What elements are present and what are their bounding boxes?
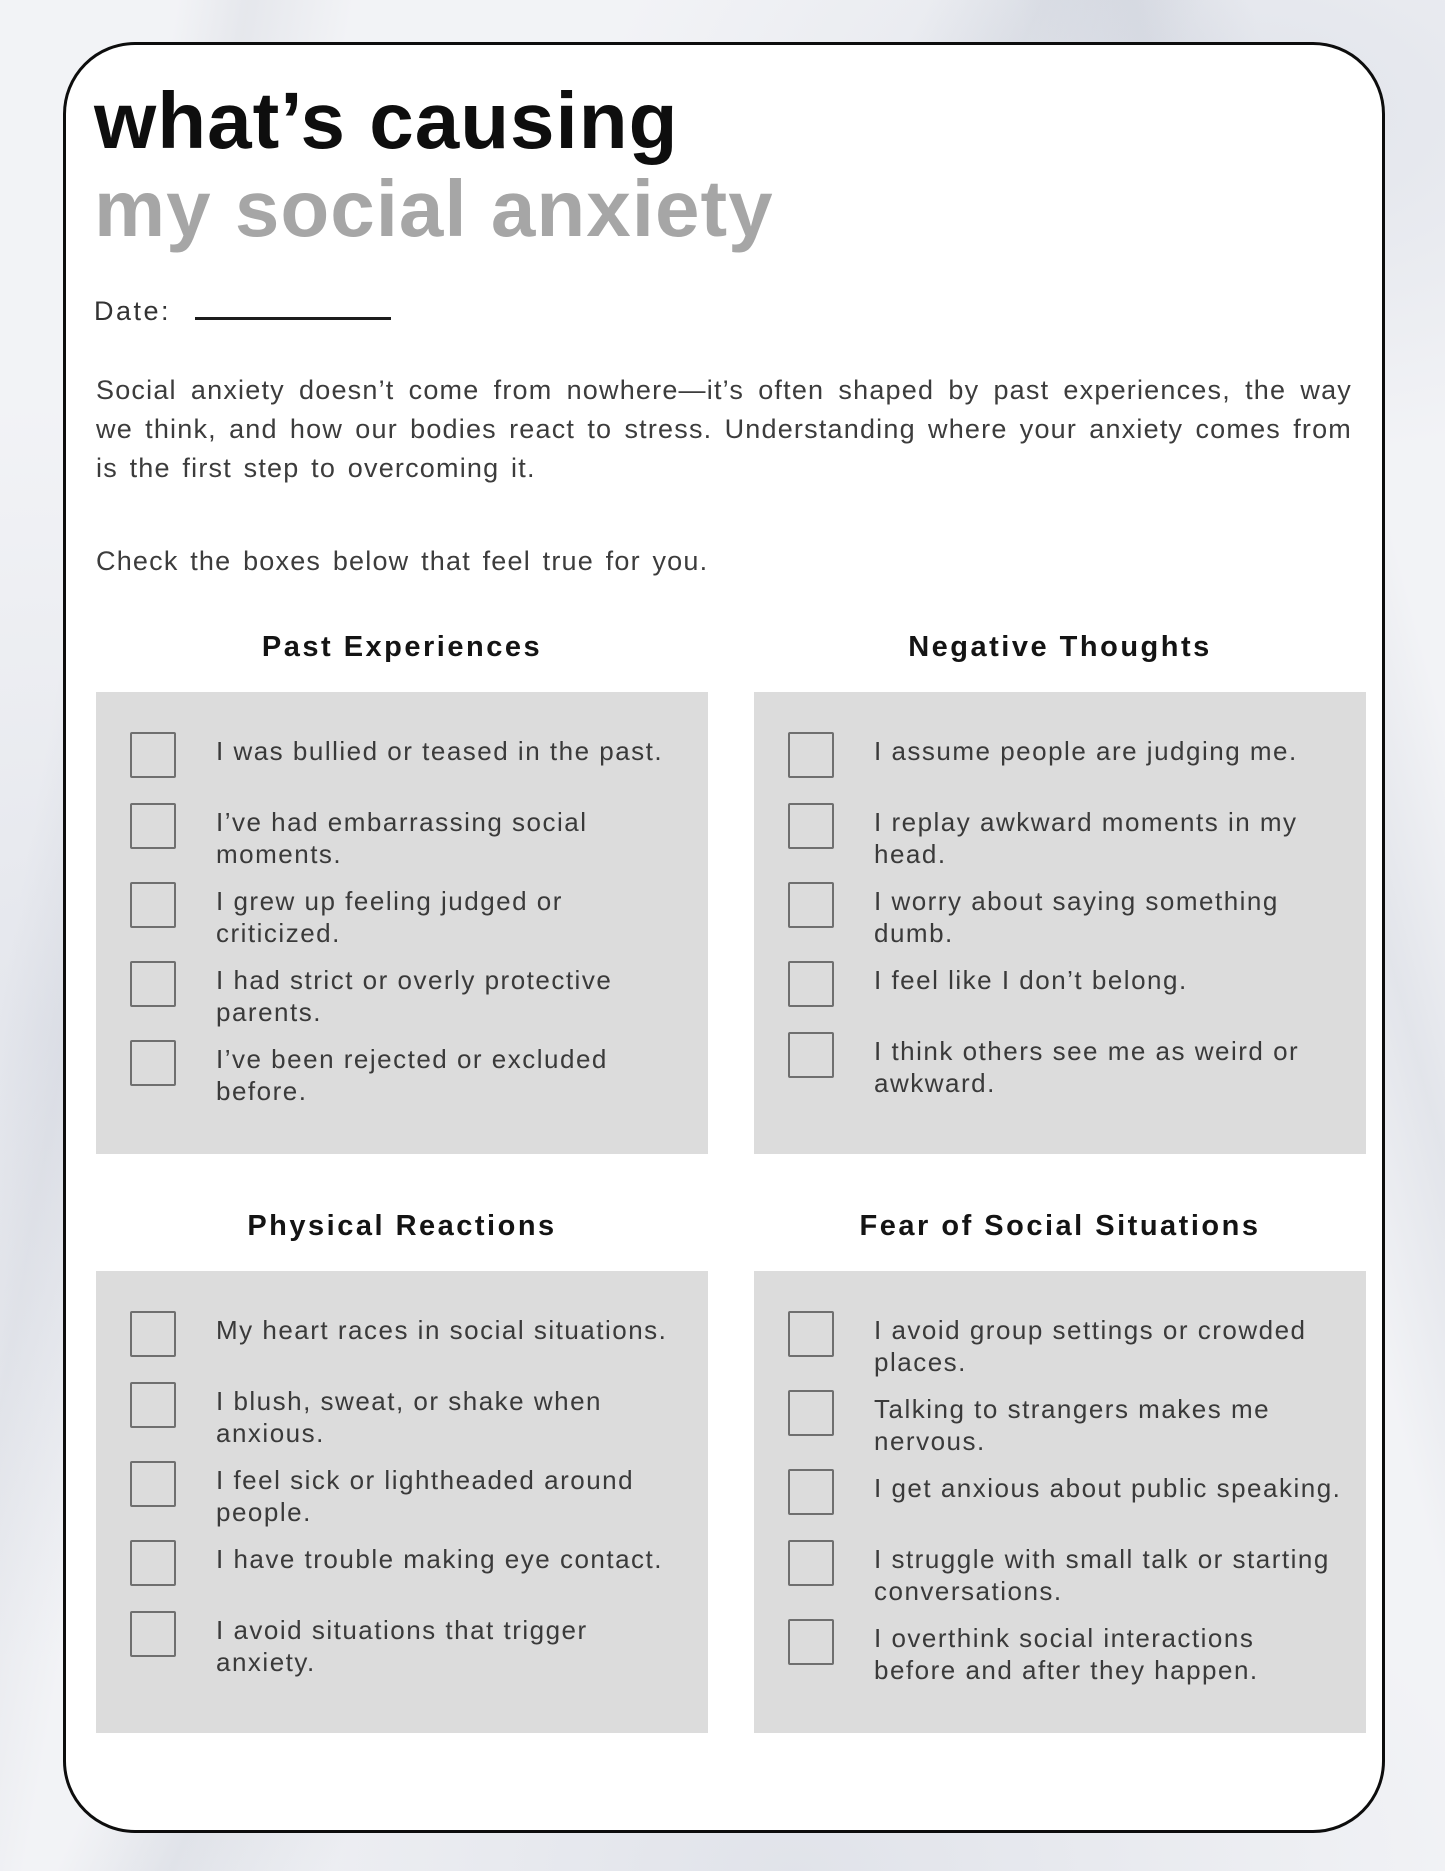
checklist-item xyxy=(130,959,684,1028)
checkbox[interactable] xyxy=(788,803,834,849)
checklist-item xyxy=(130,1459,684,1528)
checklist-item xyxy=(788,1467,1342,1528)
checkbox[interactable] xyxy=(788,1311,834,1357)
title-line-1: what’s causing xyxy=(94,76,679,165)
checklist-panel xyxy=(754,692,1366,1154)
checklist-item-label: I avoid situations that trigger anxiety. xyxy=(216,1615,588,1677)
checklist-item-label: I had strict or overly protective parents. xyxy=(216,965,613,1027)
checklist-item-label: I struggle with small talk or starting conversations. xyxy=(874,1544,1330,1606)
checkbox[interactable] xyxy=(788,961,834,1007)
checklist-item xyxy=(788,801,1342,870)
section-title: Physical Reactions xyxy=(247,1210,557,1242)
checkbox[interactable] xyxy=(130,803,176,849)
checklist-item xyxy=(788,1617,1342,1686)
checklist-panel xyxy=(96,1271,708,1733)
intro-paragraph: Social anxiety doesn’t come from nowhere—it’s often shaped by past experiences, the way we think, and how our bodies react to stress. Understanding where your anxiety comes from is the first step to overcoming it. xyxy=(96,375,1352,483)
checklist-item-label: I assume people are judging me. xyxy=(874,736,1298,766)
checklist-item xyxy=(788,1309,1342,1378)
checkbox[interactable] xyxy=(788,732,834,778)
section-past-experiences xyxy=(96,631,708,1154)
checklist-item xyxy=(130,880,684,949)
checkbox[interactable] xyxy=(788,1619,834,1665)
checklist-panel xyxy=(96,692,708,1154)
checklist-item xyxy=(130,1380,684,1449)
checklist-item-label: I get anxious about public speaking. xyxy=(874,1473,1342,1503)
section-title: Past Experiences xyxy=(261,631,543,663)
checklist-item xyxy=(788,730,1342,791)
checklist-item xyxy=(788,1030,1342,1099)
checkbox[interactable] xyxy=(788,1469,834,1515)
checklist-item-label: My heart races in social situations. xyxy=(216,1315,668,1345)
checklist-item xyxy=(788,1538,1342,1607)
checkbox[interactable] xyxy=(130,961,176,1007)
checklist-item xyxy=(788,880,1342,949)
date-fill-in-line[interactable] xyxy=(195,293,391,320)
checklist-item xyxy=(130,1038,684,1107)
checklist-item xyxy=(130,801,684,870)
checklist-item-label: I blush, sweat, or shake when anxious. xyxy=(216,1386,603,1448)
checkbox[interactable] xyxy=(130,1461,176,1507)
checkbox[interactable] xyxy=(130,1540,176,1586)
checkbox[interactable] xyxy=(130,1611,176,1657)
checklist-item-label: I replay awkward moments in my head. xyxy=(874,807,1298,869)
checklist-item xyxy=(130,1538,684,1599)
checklist-item xyxy=(788,959,1342,1020)
checklist-item-label: I avoid group settings or crowded places. xyxy=(874,1315,1307,1377)
checklist-item-label: Talking to strangers makes me nervous. xyxy=(874,1394,1271,1456)
section-physical-reactions xyxy=(96,1210,708,1733)
checkbox[interactable] xyxy=(130,1382,176,1428)
checklist-item-label: I’ve been rejected or excluded before. xyxy=(216,1044,608,1106)
checklist-item-label: I feel sick or lightheaded around people. xyxy=(216,1465,635,1527)
title-line-2: my social anxiety xyxy=(94,164,774,253)
checklist-item-label: I think others see me as weird or awkward. xyxy=(874,1036,1300,1098)
section-title: Fear of Social Situations xyxy=(859,1210,1261,1242)
checklist-item-label: I was bullied or teased in the past. xyxy=(216,736,664,766)
instruction-text: Check the boxes below that feel true for you. xyxy=(96,546,709,576)
checklist-item-label: I’ve had embarrassing social moments. xyxy=(216,807,588,869)
checklist-item xyxy=(130,1609,684,1678)
date-label: Date: xyxy=(94,296,172,326)
checkbox[interactable] xyxy=(130,732,176,778)
sections-grid xyxy=(96,631,1354,1733)
section-negative-thoughts xyxy=(754,631,1366,1154)
checkbox[interactable] xyxy=(130,882,176,928)
date-row xyxy=(94,293,1354,327)
checklist-item-label: I feel like I don’t belong. xyxy=(874,965,1188,995)
checklist-item xyxy=(788,1388,1342,1457)
checklist-item-label: I grew up feeling judged or criticized. xyxy=(216,886,563,948)
checkbox[interactable] xyxy=(130,1311,176,1357)
checklist-panel xyxy=(754,1271,1366,1733)
worksheet-card xyxy=(63,42,1385,1833)
checkbox[interactable] xyxy=(788,1540,834,1586)
checkbox[interactable] xyxy=(788,1390,834,1436)
checklist-item-label: I overthink social interactions before and after they happen. xyxy=(874,1623,1259,1685)
checklist-item-label: I worry about saying something dumb. xyxy=(874,886,1279,948)
checklist-item xyxy=(130,1309,684,1370)
checklist-item-label: I have trouble making eye contact. xyxy=(216,1544,664,1574)
checkbox[interactable] xyxy=(788,882,834,928)
checkbox[interactable] xyxy=(788,1032,834,1078)
checklist-item xyxy=(130,730,684,791)
checkbox[interactable] xyxy=(130,1040,176,1086)
section-title: Negative Thoughts xyxy=(908,631,1212,663)
section-fear-of-social-situations xyxy=(754,1210,1366,1733)
